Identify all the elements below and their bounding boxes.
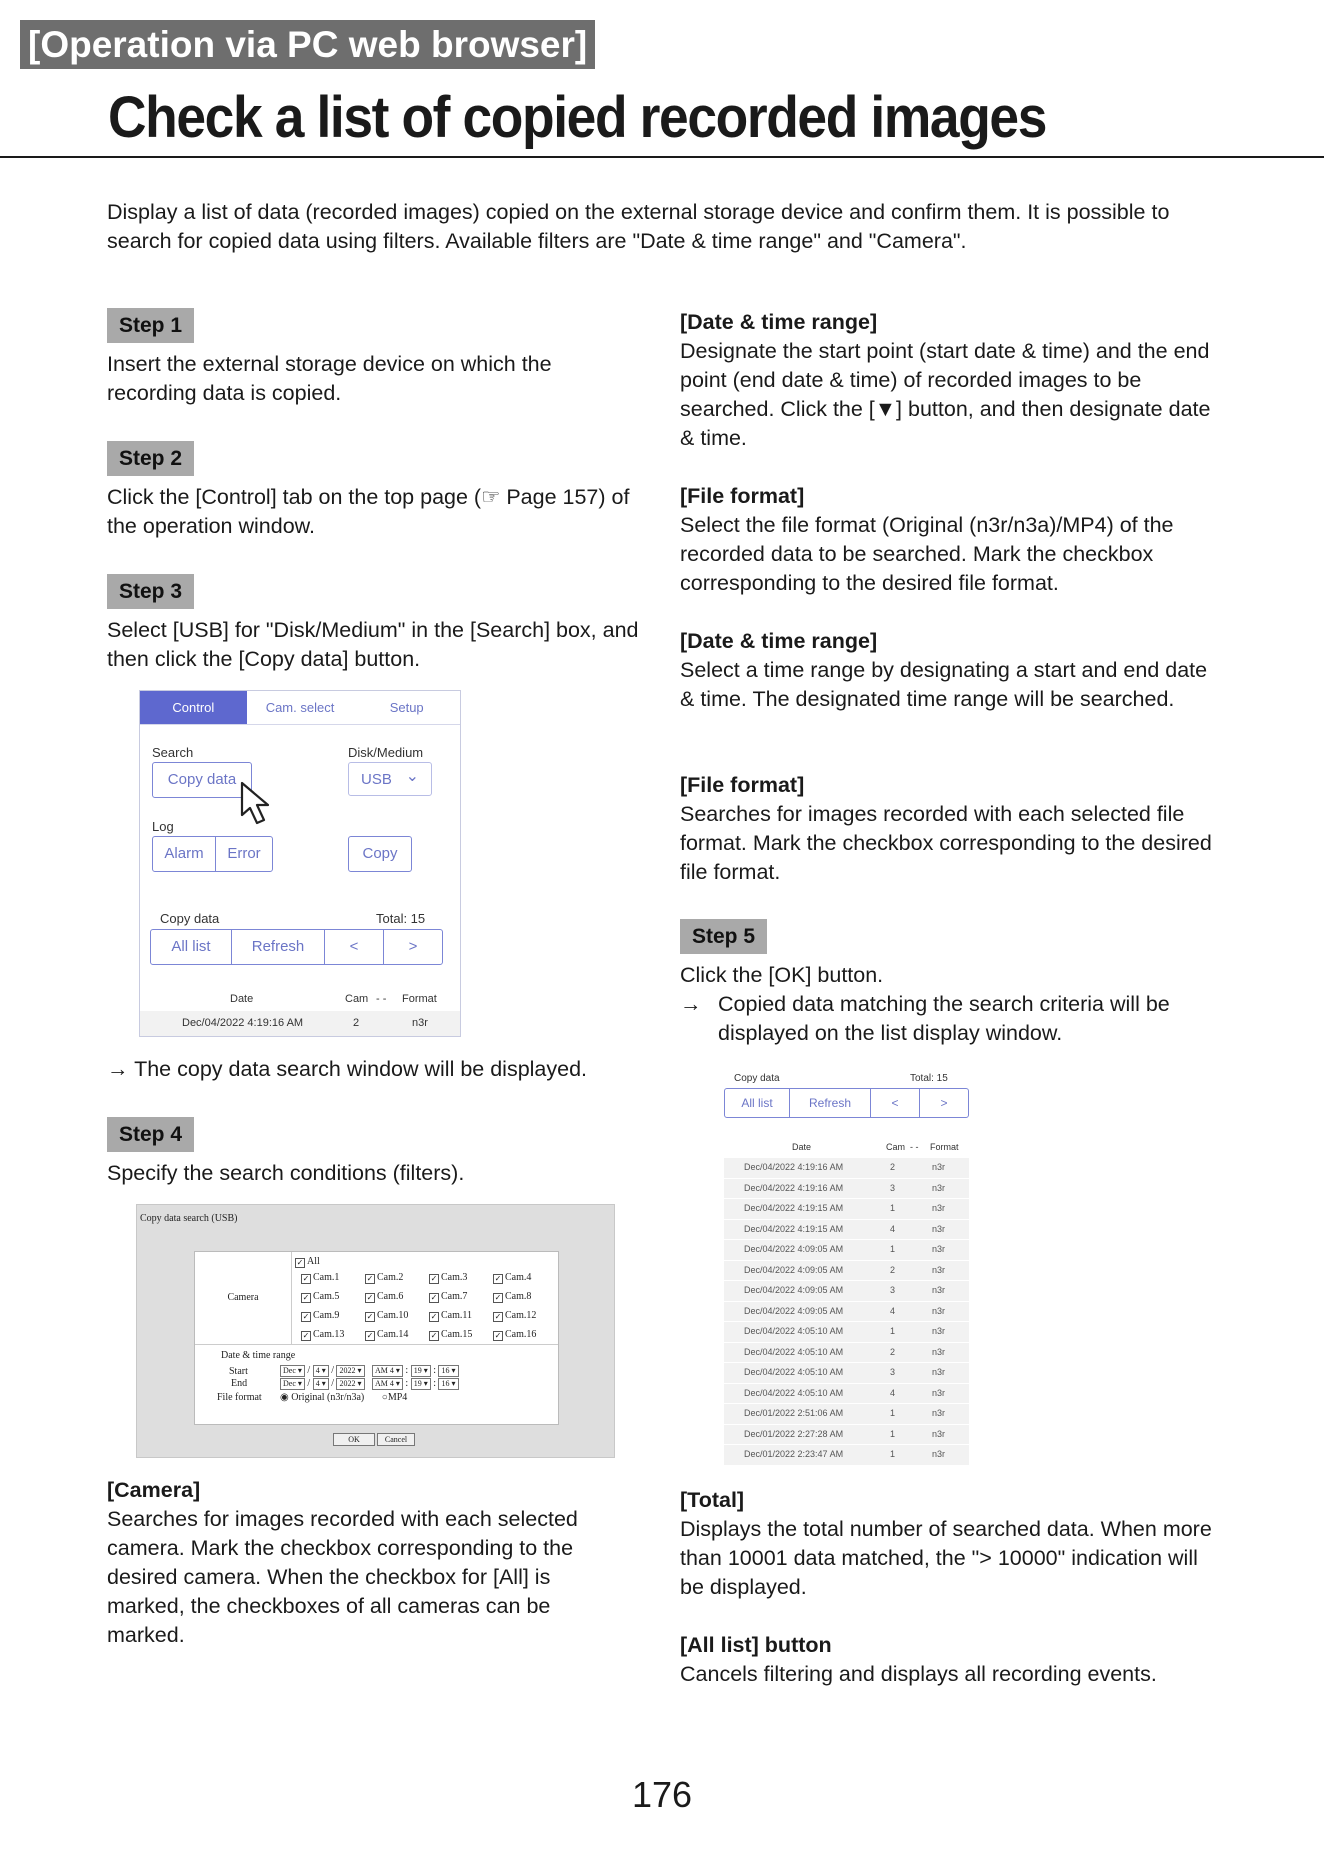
control-panel-screenshot	[139, 690, 461, 1037]
camera-checkbox-label: Cam.12	[505, 1310, 537, 1321]
step-4-label: Step 4	[107, 1117, 194, 1152]
start-year-select[interactable]: 2022 ▾	[336, 1365, 364, 1377]
checkbox-mark: ✓	[366, 1331, 374, 1340]
row-date: Dec/04/2022 4:09:05 AM	[744, 1264, 844, 1275]
step-3-label: Step 3	[107, 574, 194, 609]
checkbox-mark: ✓	[302, 1312, 310, 1321]
row-date: Dec/04/2022 4:19:16 AM	[744, 1162, 844, 1172]
step-5-result: Copied data matching the search criteria will be displayed on the list display window.	[718, 992, 1170, 1045]
all-list-heading: [All list] button	[680, 1633, 832, 1657]
search-label: Search	[152, 745, 194, 760]
ok-button[interactable]: OK	[333, 1433, 375, 1446]
row-date: Dec/04/2022 4:05:10 AM	[744, 1326, 844, 1336]
end-year-select[interactable]: 2022 ▾	[336, 1378, 364, 1390]
row-format: n3r	[932, 1326, 946, 1336]
row-cam: 1	[890, 1203, 896, 1213]
camera-checkbox[interactable]	[429, 1310, 472, 1322]
row-date: Dec/04/2022 4:19:15 AM	[744, 1203, 844, 1213]
end-label: End	[231, 1378, 248, 1389]
camera-checkbox-label: Cam.1	[313, 1272, 340, 1283]
intro-paragraph: Display a list of data (recorded images) copied on the external storage device and confirm them. It is possible to search for copied data using filters. Available filters are "Date & time range" and "Camera".	[107, 200, 1170, 253]
camera-checkbox-label: Cam.6	[377, 1291, 404, 1302]
table-row[interactable]	[724, 1220, 969, 1241]
step-2-text: Click the [Control] tab on the top page (☞ Page 157) of the operation window.	[107, 485, 630, 538]
camera-checkbox-label: Cam.16	[505, 1329, 537, 1340]
file-format-heading-2: [File format]	[680, 773, 805, 797]
column-date: Date	[230, 993, 254, 1005]
camera-label: Camera	[227, 1292, 259, 1303]
row-format: n3r	[932, 1387, 946, 1398]
copy-button[interactable]: Copy	[348, 836, 412, 872]
camera-checkbox[interactable]	[493, 1291, 531, 1303]
file-format-heading-1: [File format]	[680, 484, 805, 508]
step-3-text: Select [USB] for "Disk/Medium" in the [Search] box, and then click the [Copy data] button.	[107, 618, 639, 671]
chevron-down-icon: ⌄	[405, 768, 419, 785]
camera-checkbox[interactable]	[365, 1329, 408, 1341]
cancel-button[interactable]: Cancel	[377, 1433, 415, 1446]
prev-page-button[interactable]: <	[871, 1089, 920, 1117]
table-row[interactable]	[724, 1322, 969, 1343]
row-date: Dec/04/2022 4:19:16 AM	[744, 1182, 844, 1193]
camera-checkbox[interactable]	[493, 1310, 536, 1322]
mp4-radio[interactable]: ○MP4	[381, 1392, 408, 1403]
table-row[interactable]	[724, 1404, 969, 1425]
all-checkbox-label: All	[307, 1256, 320, 1267]
date-range-heading-2: [Date & time range]	[680, 629, 878, 653]
all-checkbox[interactable]: ✓ All	[296, 1256, 320, 1267]
row-format: n3r	[932, 1244, 946, 1254]
log-label: Log	[152, 819, 174, 834]
row-date: Dec/04/2022 4:09:05 AM	[744, 1305, 844, 1316]
row-format: n3r	[932, 1408, 946, 1418]
row-format: n3r	[932, 1367, 946, 1377]
row-format: n3r	[932, 1449, 946, 1459]
checkbox-mark: ✓	[430, 1274, 438, 1283]
date-range-text-1: Designate the start point (start date & time) and the end point (end date & time) of recorded images to be searched. Click the [▼] button, and then designate date & time.	[680, 339, 1211, 450]
camera-checkbox-label: Cam.3	[441, 1272, 468, 1283]
control-tabs	[140, 691, 460, 725]
row-format: n3r	[932, 1428, 946, 1439]
disk-medium-label: Disk/Medium	[348, 745, 424, 760]
camera-checkbox-label: Cam.15	[441, 1329, 473, 1340]
table-row[interactable]	[724, 1240, 969, 1261]
error-button[interactable]: Error	[227, 845, 261, 862]
row-cam: 4	[890, 1387, 896, 1398]
row-format: n3r	[932, 1162, 946, 1172]
checkbox-mark: ✓	[302, 1274, 310, 1283]
checkbox-mark: ✓	[494, 1312, 502, 1321]
column-cam: Cam	[345, 993, 369, 1005]
list-rows	[724, 1158, 969, 1466]
camera-checkbox[interactable]	[301, 1291, 339, 1303]
column-format: Format	[930, 1142, 959, 1152]
tab-setup[interactable]: Setup	[389, 700, 424, 715]
checkbox-mark: ✓	[430, 1293, 438, 1302]
row-format: n3r	[932, 1305, 946, 1316]
camera-checkbox[interactable]	[301, 1329, 344, 1341]
checkbox-mark: ✓	[494, 1331, 502, 1340]
checkbox-mark: ✓	[366, 1312, 374, 1321]
table-row[interactable]	[724, 1179, 969, 1200]
file-format-options	[280, 1392, 407, 1403]
list-window-screenshot	[724, 1070, 969, 1467]
checkbox-mark: ✓	[366, 1274, 374, 1283]
row-date: Dec/04/2022 4:05:10 AM	[744, 1387, 844, 1398]
row-format: n3r	[932, 1223, 946, 1234]
table-row[interactable]	[140, 1011, 460, 1036]
row-cam: 1	[890, 1408, 896, 1418]
camera-checkbox-label: Cam.2	[377, 1272, 404, 1283]
row-date: Dec/04/2022 4:19:16 AM	[182, 1017, 304, 1029]
camera-checkbox[interactable]	[365, 1291, 403, 1303]
step-3-result: → The copy data search window will be displayed.	[107, 1057, 588, 1081]
end-minute-select[interactable]: 19 ▾	[411, 1378, 431, 1390]
start-month-select[interactable]: Dec ▾	[280, 1365, 305, 1377]
camera-label-cell	[195, 1252, 292, 1344]
row-cam: 4	[890, 1305, 896, 1316]
row-cam: 1	[890, 1326, 896, 1336]
row-format: n3r	[932, 1285, 946, 1295]
dialog-title: Copy data search (USB)	[140, 1213, 238, 1224]
all-list-button[interactable]: All list	[725, 1089, 790, 1117]
row-date: Dec/01/2022 2:51:06 AM	[744, 1408, 844, 1418]
column-dash: - -	[910, 1142, 919, 1152]
camera-checkbox-label: Cam.8	[505, 1291, 532, 1302]
alarm-button[interactable]: Alarm	[153, 837, 216, 871]
end-hour-select[interactable]: AM 4 ▾	[372, 1378, 403, 1390]
camera-checkbox[interactable]	[301, 1272, 339, 1284]
camera-checkbox[interactable]	[365, 1272, 403, 1284]
row-cam: 2	[890, 1346, 896, 1357]
table-row[interactable]	[724, 1158, 969, 1179]
total-heading: [Total]	[680, 1488, 745, 1512]
camera-checkbox-grid	[301, 1272, 557, 1344]
row-date: Dec/04/2022 4:05:10 AM	[744, 1367, 844, 1377]
camera-checkbox-label: Cam.9	[313, 1310, 340, 1321]
copy-data-label: Copy data	[160, 911, 220, 926]
camera-heading: [Camera]	[107, 1478, 201, 1502]
date-range-text-2: Select a time range by designating a start and end date & time. The designated time range will be searched.	[680, 658, 1208, 711]
row-date: Dec/01/2022 2:23:47 AM	[744, 1449, 844, 1459]
table-row[interactable]	[724, 1343, 969, 1364]
camera-checkbox[interactable]	[429, 1291, 467, 1303]
date-range-heading-1: [Date & time range]	[680, 310, 878, 334]
row-date: Dec/04/2022 4:09:05 AM	[744, 1285, 844, 1295]
disk-medium-value: USB	[361, 771, 392, 788]
camera-checkbox[interactable]	[429, 1272, 467, 1284]
camera-checkbox-label: Cam.11	[441, 1310, 473, 1321]
camera-checkbox[interactable]	[493, 1329, 536, 1341]
page-title: Check a list of copied recorded images	[108, 85, 1047, 150]
step-5-text: Click the [OK] button.	[680, 963, 884, 987]
camera-checkbox[interactable]	[365, 1310, 408, 1322]
search-dialog-screenshot	[136, 1204, 615, 1458]
start-datetime-selects: Dec ▾ / 4 ▾ / 2022 ▾ AM 4 ▾ : 19 ▾ : 16 ▾	[280, 1365, 459, 1377]
table-row[interactable]	[724, 1261, 969, 1282]
row-cam: 2	[890, 1264, 896, 1275]
file-format-text-2: Searches for images recorded with each selected file format. Mark the checkbox corresponding to the desired file format.	[680, 802, 1212, 884]
refresh-button[interactable]: Refresh	[790, 1089, 871, 1117]
file-format-text-1: Select the file format (Original (n3r/n3a)/MP4) of the recorded data to be searched. Mark the checkbox corresponding to the desired file format.	[680, 513, 1174, 595]
step-1-label: Step 1	[107, 308, 194, 343]
row-cam: 4	[890, 1223, 896, 1234]
camera-text: Searches for images recorded with each selected camera. Mark the checkbox corresponding to the desired camera. When the checkbox for [All] is marked, the checkboxes of all cameras can be marked.	[107, 1507, 578, 1647]
checkbox-mark: ✓	[366, 1293, 374, 1302]
table-row[interactable]	[724, 1302, 969, 1323]
dialog-panel	[194, 1251, 559, 1425]
prev-page-button[interactable]: <	[325, 930, 384, 964]
start-second-select[interactable]: 16 ▾	[438, 1365, 458, 1377]
camera-checkbox[interactable]	[429, 1329, 472, 1341]
tab-cam-select[interactable]: Cam. select	[265, 700, 335, 715]
checkbox-mark: ✓	[494, 1274, 502, 1283]
disk-medium-select[interactable]	[348, 762, 432, 796]
row-cam: 2	[353, 1017, 360, 1029]
row-date: Dec/04/2022 4:19:15 AM	[744, 1223, 844, 1234]
camera-checkbox[interactable]	[301, 1310, 339, 1322]
checkbox-mark: ✓	[494, 1293, 502, 1302]
row-cam: 2	[890, 1162, 896, 1172]
camera-checkbox-label: Cam.7	[441, 1291, 468, 1302]
row-date: Dec/04/2022 4:05:10 AM	[744, 1346, 844, 1357]
row-date: Dec/04/2022 4:09:05 AM	[744, 1244, 844, 1254]
end-day-select[interactable]: 4 ▾	[313, 1378, 329, 1390]
camera-checkbox-label: Cam.10	[377, 1310, 409, 1321]
table-row[interactable]	[724, 1199, 969, 1220]
start-label: Start	[229, 1366, 248, 1377]
list-button-group	[724, 1088, 969, 1118]
camera-checkbox-label: Cam.5	[313, 1291, 340, 1302]
row-format: n3r	[932, 1182, 946, 1193]
row-cam: 1	[890, 1428, 896, 1439]
all-list-button[interactable]: All list	[151, 930, 232, 964]
table-row[interactable]	[724, 1425, 969, 1446]
row-format: n3r	[932, 1203, 946, 1213]
column-format: Format	[402, 993, 437, 1005]
date-range-label: Date & time range	[221, 1350, 296, 1361]
row-format: n3r	[412, 1017, 428, 1029]
start-day-select[interactable]: 4 ▾	[313, 1365, 329, 1377]
step-4-text: Specify the search conditions (filters).	[107, 1161, 465, 1185]
copy-data-label: Copy data	[734, 1073, 780, 1084]
step-2-label: Step 2	[107, 441, 194, 476]
table-row[interactable]	[724, 1363, 969, 1384]
total-count: Total: 15	[910, 1073, 948, 1084]
camera-checkbox-label: Cam.4	[505, 1272, 532, 1283]
step-5-result-arrow: →	[680, 992, 702, 1016]
next-page-button[interactable]: >	[940, 1096, 948, 1110]
column-dash: - -	[376, 993, 387, 1005]
start-hour-select[interactable]: AM 4 ▾	[372, 1365, 403, 1377]
checkbox-mark: ✓	[430, 1331, 438, 1340]
row-cam: 3	[890, 1285, 896, 1295]
copy-data-button[interactable]: Copy data	[152, 762, 252, 798]
row-cam: 3	[890, 1367, 896, 1377]
file-format-label: File format	[217, 1392, 262, 1403]
checkbox-mark: ✓	[302, 1293, 310, 1302]
original-radio[interactable]: ◉ Original (n3r/n3a)	[280, 1392, 365, 1403]
all-list-text: Cancels filtering and displays all recording events.	[680, 1662, 1157, 1686]
row-cam: 1	[890, 1449, 896, 1459]
divider	[195, 1344, 558, 1345]
next-page-button[interactable]: >	[408, 938, 418, 955]
row-cam: 3	[890, 1182, 896, 1193]
start-minute-select[interactable]: 19 ▾	[411, 1365, 431, 1377]
table-row[interactable]	[724, 1281, 969, 1302]
step-1-text: Insert the external storage device on which the recording data is copied.	[107, 352, 552, 405]
camera-checkbox-label: Cam.13	[313, 1329, 345, 1340]
row-format: n3r	[932, 1346, 946, 1357]
checkbox-mark: ✓	[430, 1312, 438, 1321]
total-text: Displays the total number of searched data. When more than 10001 data matched, the "> 10000" indication will be displayed.	[680, 1517, 1212, 1599]
log-button-group	[152, 836, 273, 872]
row-format: n3r	[932, 1264, 946, 1275]
camera-checkbox-label: Cam.14	[377, 1329, 409, 1340]
step-5-label: Step 5	[680, 919, 767, 954]
end-second-select[interactable]: 16 ▾	[438, 1378, 458, 1390]
page-number: 176	[631, 1774, 693, 1815]
table-row[interactable]	[724, 1384, 969, 1405]
refresh-button[interactable]: Refresh	[232, 930, 325, 964]
table-row[interactable]	[724, 1445, 969, 1466]
tab-control[interactable]: Control	[140, 691, 247, 724]
total-count: Total: 15	[376, 911, 426, 926]
mouse-cursor-icon	[240, 781, 280, 827]
column-date: Date	[792, 1142, 812, 1152]
title-divider	[0, 156, 1324, 158]
section-header-bar: [Operation via PC web browser]	[20, 20, 595, 69]
end-datetime-selects: Dec ▾ / 4 ▾ / 2022 ▾ AM 4 ▾ : 19 ▾ : 16 ▾	[280, 1378, 459, 1390]
column-cam: Cam	[886, 1142, 906, 1152]
checkbox-mark: ✓	[302, 1331, 310, 1340]
row-date: Dec/01/2022 2:27:28 AM	[744, 1428, 844, 1439]
camera-checkbox[interactable]	[493, 1272, 531, 1284]
end-month-select[interactable]: Dec ▾	[280, 1378, 305, 1390]
row-cam: 1	[890, 1244, 896, 1254]
list-button-group	[150, 929, 443, 965]
